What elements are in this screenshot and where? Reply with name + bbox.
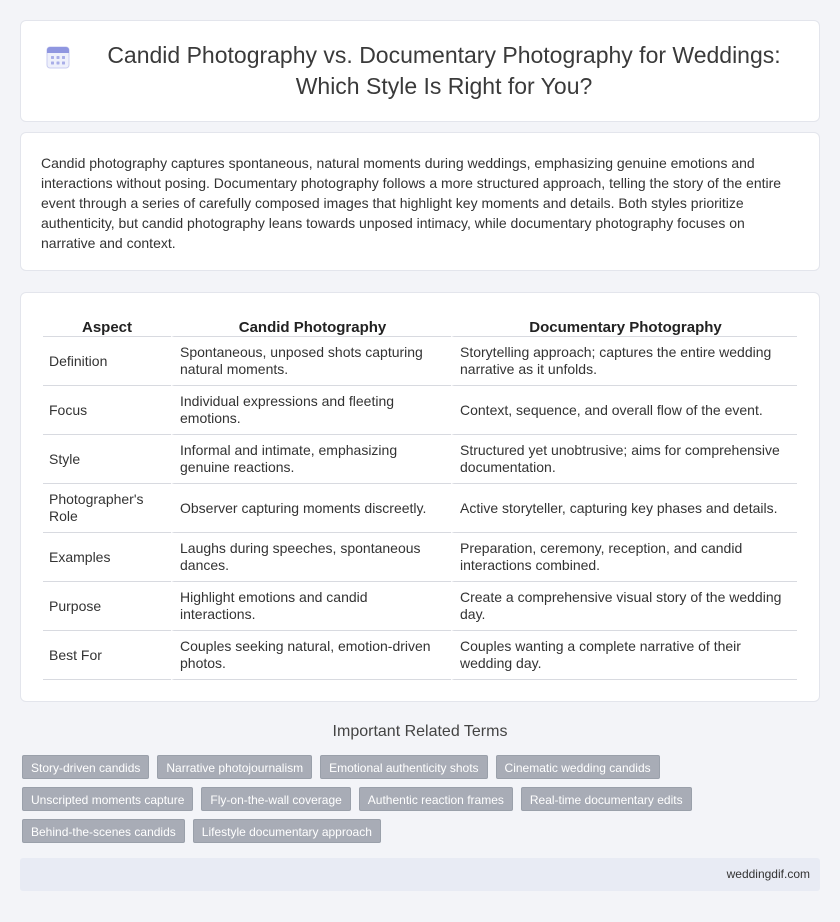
row-aspect: Best For [43, 631, 171, 680]
row-aspect: Photographer's Role [43, 484, 171, 533]
summary-text: Candid photography captures spontaneous, natural moments during weddings, emphasizing genuine emotions and interactions without posing. Documentary photography follows a more structured approach, telling the story of the entire event through a series of carefully composed images that highlight key moments and details. Both styles prioritize authenticity, but candid photography leans towards unposed intimacy, while documentary photography focuses on narrative and context. [41, 155, 782, 251]
row-documentary: Preparation, ceremony, reception, and candid interactions combined. [451, 533, 797, 582]
row-candid: Informal and intimate, emphasizing genuine reactions. [171, 435, 451, 484]
table-row [43, 631, 797, 680]
summary-card [20, 132, 820, 271]
table-row [43, 435, 797, 484]
related-term-tag[interactable]: Real-time documentary edits [521, 787, 692, 811]
comparison-table [43, 313, 797, 680]
row-documentary: Active storyteller, capturing key phases and details. [451, 484, 797, 533]
row-candid: Laughs during speeches, spontaneous dances. [171, 533, 451, 582]
source-link[interactable]: weddingdif.com [726, 867, 810, 881]
header-candid: Candid Photography [171, 313, 451, 337]
row-candid: Spontaneous, unposed shots capturing natural moments. [171, 337, 451, 386]
related-term-tag[interactable]: Lifestyle documentary approach [193, 819, 381, 843]
header-documentary: Documentary Photography [451, 313, 797, 337]
related-term-tag[interactable]: Behind-the-scenes candids [22, 819, 185, 843]
row-aspect: Purpose [43, 582, 171, 631]
related-term-tag[interactable]: Authentic reaction frames [359, 787, 513, 811]
related-term-tag[interactable]: Narrative photojournalism [157, 755, 312, 779]
page-title: Candid Photography vs. Documentary Photography for Weddings: Which Style Is Right for You? [107, 42, 781, 99]
row-candid: Individual expressions and fleeting emotions. [171, 386, 451, 435]
row-aspect: Examples [43, 533, 171, 582]
table-row [43, 533, 797, 582]
related-terms-list [22, 755, 822, 843]
row-documentary: Storytelling approach; captures the entire wedding narrative as it unfolds. [451, 337, 797, 386]
table-row [43, 386, 797, 435]
related-term-tag[interactable]: Cinematic wedding candids [496, 755, 660, 779]
row-candid: Observer capturing moments discreetly. [171, 484, 451, 533]
row-documentary: Structured yet unobtrusive; aims for comprehensive documentation. [451, 435, 797, 484]
comparison-table-card [20, 292, 820, 702]
footer [20, 858, 820, 891]
table-header-row [43, 313, 797, 337]
related-term-tag[interactable]: Story-driven candids [22, 755, 149, 779]
related-term-tag[interactable]: Emotional authenticity shots [320, 755, 487, 779]
row-candid: Highlight emotions and candid interactions. [171, 582, 451, 631]
row-documentary: Couples wanting a complete narrative of their wedding day. [451, 631, 797, 680]
table-row [43, 484, 797, 533]
related-terms-title: Important Related Terms [332, 723, 508, 740]
row-candid: Couples seeking natural, emotion-driven photos. [171, 631, 451, 680]
header-aspect: Aspect [43, 313, 171, 337]
title-card [20, 20, 820, 122]
row-documentary: Create a comprehensive visual story of the wedding day. [451, 582, 797, 631]
row-aspect: Style [43, 435, 171, 484]
row-aspect: Focus [43, 386, 171, 435]
table-row [43, 337, 797, 386]
row-documentary: Context, sequence, and overall flow of the event. [451, 386, 797, 435]
calendar-icon [45, 44, 71, 70]
related-term-tag[interactable]: Unscripted moments capture [22, 787, 193, 811]
row-aspect: Definition [43, 337, 171, 386]
table-row [43, 582, 797, 631]
related-term-tag[interactable]: Fly-on-the-wall coverage [201, 787, 350, 811]
